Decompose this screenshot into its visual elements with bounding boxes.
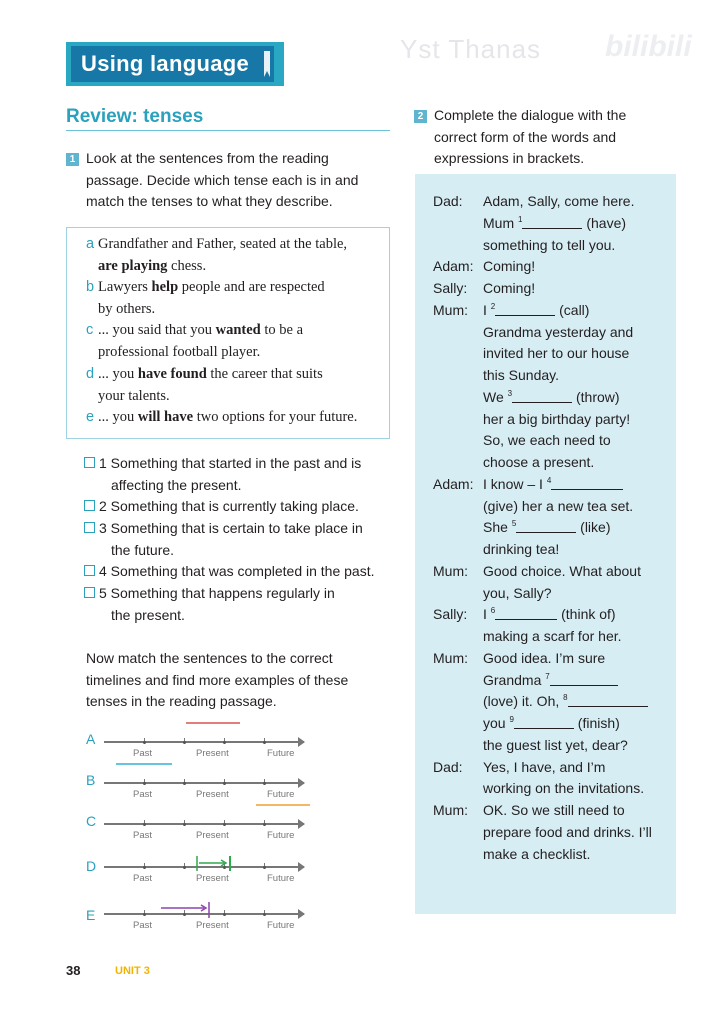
option-text: 1 Something that started in the past and is — [99, 455, 362, 471]
dialogue-text: working on the invitations. — [483, 780, 645, 797]
dialogue-line — [483, 519, 611, 535]
dialogue-line — [483, 802, 625, 818]
quote-letter: b — [86, 279, 95, 295]
dialogue-text: (give) her a new tea set. — [483, 497, 634, 514]
dialogue-line — [483, 367, 559, 383]
quote-continuation: by others. — [98, 301, 156, 317]
quote-text: ... you — [98, 409, 138, 425]
exercise-1-number: 1 — [66, 153, 79, 166]
dialogue-text: (call) — [555, 301, 590, 318]
option-continuation: affecting the present. — [111, 477, 242, 493]
dialogue-line — [483, 345, 629, 361]
dialogue-text: We — [483, 388, 508, 405]
timeline-label-past: Past — [133, 920, 153, 931]
dialogue-text: (think of) — [557, 606, 616, 623]
dialogue-text: Grandma yesterday and — [483, 323, 634, 340]
quote-line — [86, 279, 325, 296]
dialogue-line — [483, 389, 620, 405]
match-instruction: Now match the sentences to the correct timelines and find more examples of these tenses in the reading passage. — [86, 650, 349, 710]
timeline-label-past: Past — [133, 748, 153, 759]
dialogue-line — [483, 780, 644, 796]
speaker: Mum: — [433, 649, 468, 666]
section-divider — [66, 130, 390, 131]
dialogue-text: making a scarf for her. — [483, 628, 622, 644]
quote-line — [86, 322, 303, 339]
timeline-label-past: Past — [133, 830, 153, 841]
dialogue-text: prepare food and drinks. I’ll — [483, 823, 652, 840]
timeline-marker — [104, 757, 304, 797]
dialogue-line — [483, 585, 551, 601]
dialogue-line — [483, 280, 535, 296]
dialogue-line — [483, 454, 594, 470]
speaker: Dad: — [433, 193, 463, 209]
quote-continuation — [98, 258, 206, 275]
dialogue-line — [483, 650, 605, 666]
option-text: 2 Something that is currently taking place. — [99, 498, 359, 514]
dialogue-text: OK. So we still need to — [483, 802, 625, 818]
dialogue-line — [483, 541, 559, 557]
timeline-label-future: Future — [267, 920, 295, 931]
gap-input[interactable] — [495, 619, 557, 620]
dialogue-line — [483, 498, 633, 514]
quote-line — [86, 409, 357, 426]
option-text: 5 Something that happens regularly in — [99, 585, 335, 601]
watermark-logo: bilibili — [605, 30, 692, 63]
dialogue-text: the guest list yet, dear? — [483, 736, 628, 753]
dialogue-text: Grandma — [483, 671, 546, 688]
quote-text: Lawyers — [98, 279, 152, 295]
gap-input[interactable] — [512, 402, 572, 403]
gap-number: 7 — [545, 671, 550, 681]
speaker: Mum: — [433, 802, 468, 818]
quote-bold: wanted — [215, 322, 261, 338]
gap-number: 2 — [490, 301, 496, 311]
speaker: Dad: — [433, 758, 463, 775]
dialogue-text: make a checklist. — [483, 845, 591, 862]
timeline-label-future: Future — [267, 873, 295, 884]
quote-bold: will have — [137, 409, 194, 425]
gap-number: 6 — [490, 606, 496, 616]
dialogue-text: invited her to our house — [483, 345, 630, 362]
speaker: Mum: — [433, 562, 468, 579]
option-item — [84, 455, 361, 471]
gap-input[interactable] — [550, 685, 618, 686]
dialogue-text: Good idea. I’m sure — [483, 649, 606, 666]
exercise-2-number: 2 — [414, 110, 427, 123]
quote-letter: a — [86, 236, 95, 252]
dialogue-line — [483, 411, 630, 427]
gap-number: 5 — [511, 519, 517, 529]
dialogue-text: drinking tea! — [483, 541, 560, 557]
timeline-marker — [104, 888, 304, 928]
dialogue-text: choose a present. — [483, 454, 595, 470]
speaker: Mum: — [433, 301, 468, 318]
timeline-letter: C — [86, 813, 97, 829]
timeline-marker — [104, 716, 304, 756]
quote-text: Grandfather and Father, seated at the table, — [98, 236, 348, 252]
exercise-2-instruction: Complete the dialogue with the correct form of the words and expressions in brackets. — [434, 107, 627, 167]
option-continuation: the present. — [111, 607, 185, 623]
timeline-marker — [104, 841, 304, 881]
dialogue-text: I — [483, 301, 491, 318]
quote-text: the career that suits — [206, 366, 323, 382]
option-item — [84, 585, 335, 601]
section-title: Review: tenses — [66, 106, 204, 127]
quote-letter: d — [86, 366, 95, 382]
dialogue-line — [483, 824, 652, 840]
gap-number: 9 — [509, 715, 514, 724]
page-number: 38 — [66, 963, 81, 978]
dialogue-line — [483, 237, 615, 253]
timeline-label-past: Past — [133, 789, 153, 800]
dialogue-text: (throw) — [572, 388, 620, 405]
gap-input[interactable] — [495, 315, 555, 316]
gap-number: 4 — [546, 475, 552, 485]
dialogue-line — [483, 693, 648, 709]
banner — [66, 42, 284, 86]
checkbox[interactable] — [84, 500, 95, 511]
speaker: Adam: — [433, 258, 474, 275]
watermark-text: Yst Thanas — [400, 34, 542, 64]
option-item — [84, 520, 363, 536]
speaker: Sally: — [433, 606, 468, 623]
gap-number: 1 — [518, 214, 523, 224]
timeline-label-future: Future — [267, 789, 295, 800]
speaker: Adam: — [433, 475, 474, 492]
timeline-label-present: Present — [196, 748, 229, 759]
timeline-letter: D — [86, 858, 97, 874]
dialogue-text: Yes, I have, and I’m — [483, 758, 606, 775]
dialogue-line — [483, 432, 611, 448]
dialogue-line — [483, 476, 623, 492]
dialogue-text: Coming! — [483, 280, 536, 296]
timeline-label-future: Future — [267, 830, 295, 841]
dialogue-text: So, we each need to — [483, 432, 611, 449]
quote-text: ... you — [98, 366, 138, 382]
dialogue-text: (finish) — [573, 715, 620, 731]
exercise-1-instruction: Look at the sentences from the reading passage. Decide which tense each is in and match the tenses to what they describe. — [86, 150, 359, 210]
quote-line — [86, 366, 323, 383]
dialogue-text: Coming! — [483, 258, 536, 275]
dialogue-line — [483, 302, 589, 318]
dialogue-line — [483, 628, 622, 644]
dialogue-line — [483, 672, 618, 688]
timeline-label-present: Present — [196, 873, 229, 884]
timeline — [104, 913, 304, 943]
timeline-letter: E — [86, 907, 96, 923]
gap-input[interactable] — [516, 532, 576, 533]
option-text: 3 Something that is certain to take place in — [99, 520, 363, 536]
dialogue-line — [483, 215, 626, 231]
gap-input[interactable] — [514, 728, 574, 729]
dialogue-text: (love) it. Oh, — [483, 693, 564, 710]
quote-continuation: your talents. — [98, 388, 170, 404]
dialogue-text: this Sunday. — [483, 367, 560, 383]
dialogue-line — [483, 563, 641, 579]
option-item — [84, 498, 359, 514]
timeline-letter: A — [86, 731, 96, 747]
timeline-label-present: Present — [196, 830, 229, 841]
gap-number: 3 — [507, 388, 513, 398]
quote-text: ... you said that you — [98, 322, 216, 338]
option-text: 4 Something that was completed in the past. — [99, 563, 375, 579]
dialogue-text: I know – I — [483, 475, 547, 492]
timeline-label-past: Past — [133, 873, 153, 884]
dialogue-line — [483, 846, 590, 862]
quote-letter: c — [86, 322, 94, 338]
bookmark-icon — [264, 51, 270, 77]
timeline-letter: B — [86, 772, 96, 788]
dialogue-text: Mum — [483, 214, 518, 231]
speaker: Sally: — [433, 280, 468, 296]
dialogue-text: something to tell you. — [483, 236, 616, 253]
quote-bold: have found — [137, 366, 207, 382]
quote-text: to be a — [260, 322, 304, 338]
gap-input[interactable] — [522, 228, 582, 229]
quote-bold: help — [151, 279, 179, 295]
dialogue-text: Good choice. What about — [483, 562, 641, 579]
dialogue-text: Adam, Sally, come here. — [483, 193, 635, 209]
timeline-label-present: Present — [196, 789, 229, 800]
timeline-marker — [104, 798, 304, 838]
quote-line — [86, 236, 347, 253]
dialogue-line — [483, 715, 620, 731]
dialogue-line — [483, 193, 634, 209]
timeline-label-present: Present — [196, 920, 229, 931]
gap-number: 8 — [563, 693, 568, 703]
dialogue-line — [483, 606, 616, 622]
quote-text: people and are respected — [178, 279, 325, 295]
option-continuation: the future. — [111, 542, 175, 558]
dialogue-text: you, Sally? — [483, 584, 552, 601]
dialogue-line — [483, 324, 633, 340]
quote-text: two options for your future. — [193, 409, 358, 425]
checkbox[interactable] — [84, 457, 95, 468]
checkbox[interactable] — [84, 587, 95, 598]
dialogue-text: I — [483, 606, 491, 623]
dialogue-line — [483, 759, 605, 775]
quote-letter: e — [86, 409, 95, 425]
banner-title: Using language — [71, 46, 274, 82]
checkbox[interactable] — [84, 565, 95, 576]
dialogue-text: She — [483, 519, 512, 536]
dialogue-text: her a big birthday party! — [483, 410, 631, 427]
gap-input[interactable] — [568, 706, 648, 707]
dialogue-text: (like) — [576, 519, 611, 536]
dialogue-text: you — [483, 715, 510, 731]
quote-text: chess. — [167, 258, 207, 274]
unit-label: UNIT 3 — [115, 965, 150, 977]
option-item — [84, 563, 375, 579]
quote-bold: are playing — [98, 258, 168, 274]
dialogue-line — [483, 737, 628, 753]
gap-input[interactable] — [551, 489, 623, 490]
dialogue-line — [483, 258, 535, 274]
timeline-label-future: Future — [267, 748, 295, 759]
checkbox[interactable] — [84, 522, 95, 533]
quote-continuation: professional football player. — [98, 344, 261, 360]
dialogue-text: (have) — [582, 214, 627, 231]
